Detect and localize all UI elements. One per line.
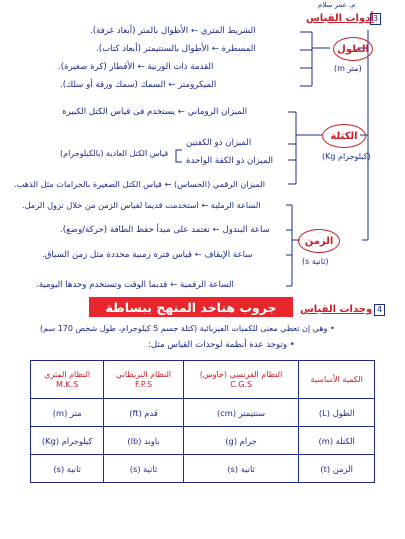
section1-title: أدوات القياس	[306, 13, 374, 24]
table-cell: جرام (g)	[183, 427, 299, 455]
length-item-3: القدمة ذات الورنية ← الأقطار (كرة صغيرة).	[58, 62, 214, 72]
table-row	[31, 455, 375, 483]
time-item-1: الساعة الرملية ← استخدمت قديما لقياس الزمن من خلال نزول الرمل.	[22, 200, 261, 210]
header-fps: النظام البريطاني F.P.S	[104, 361, 183, 399]
time-label: الزمن	[298, 229, 340, 253]
table-cell: متر (m)	[31, 399, 104, 427]
top-note: م. عمر سلام	[318, 1, 356, 9]
section2-title: وحدات القياس	[300, 304, 373, 315]
time-unit: (ثانية s)	[302, 257, 329, 266]
header-mks: النظام المتري M.K.S	[31, 361, 104, 399]
section2-number: 4	[374, 304, 385, 316]
mass-item-4: قياس الكتل العادية (بالكيلوجرام)	[60, 149, 169, 158]
table-cell: ثانية (s)	[31, 455, 104, 483]
length-item-4: الميكرومتر ← السمك (سمك ورقة أو سلك).	[60, 80, 217, 90]
group-banner: جروب هناخد المنهج ببساطة	[89, 297, 293, 317]
table-cell: الزمن (t)	[299, 455, 375, 483]
length-item-1: الشريط المتري ← الأطوال بالمتر (أبعاد غرفة).	[90, 26, 256, 36]
mass-item-1: الميزان الروماني ← يستخدم فى قياس الكتل الكبيرة	[62, 107, 248, 117]
section2-intro-1: • وهي إن تعطي معنى للكميات الفيزيائية (كتلة جسم 5 كيلوجرام، طول شخص 170 سم)	[40, 324, 335, 333]
table-cell: الكتلة (m)	[299, 427, 375, 455]
mass-item-5: الميزان الرقمي (الحساس) ← قياس الكتل الصغيرة بالجرامات مثل الذهب.	[14, 179, 266, 189]
mass-item-2: الميزان ذو الكفتين	[186, 138, 252, 148]
units-table	[30, 360, 375, 483]
time-item-4: الساعة الرقمية ← قديما الوقت وتستخدم وحدها اليومية.	[36, 280, 234, 290]
table-cell: قدم (ft)	[104, 399, 183, 427]
time-item-3: ساعة الإيقاف ← قياس فترة زمنية محددة مثل زمن السباق.	[42, 250, 253, 260]
mass-item-3: الميزان ذو الكفة الواحدة	[186, 156, 274, 166]
time-item-2: ساعة البندول ← تعتمد على مبدأ حفظ الطاقة (حركة/وضع).	[60, 225, 270, 235]
table-cell: كيلوجرام (Kg)	[31, 427, 104, 455]
table-cell: باوند (lb)	[104, 427, 183, 455]
table-row	[31, 427, 375, 455]
table-cell: ثانية (s)	[183, 455, 299, 483]
table-cell: سنتيمتر (cm)	[183, 399, 299, 427]
table-cell: ثانية (s)	[104, 455, 183, 483]
table-row	[31, 399, 375, 427]
units-table-header	[31, 361, 375, 399]
length-unit: (متر m)	[334, 64, 362, 73]
section2-intro-2: • وتوجد عدة أنظمة لوحدات القياس مثل:	[148, 340, 295, 350]
header-cgs: النظام الفرنسي (جاوس) C.G.S	[183, 361, 299, 399]
length-item-2: المسطرة ← الأطوال بالسنتيمتر (أبعاد كتاب).	[96, 44, 256, 54]
mass-label: الكتلة	[322, 124, 366, 148]
section1-number: 3	[370, 13, 381, 25]
mass-unit: (كيلوجرام Kg)	[322, 152, 371, 161]
table-cell: الطول (L)	[299, 399, 375, 427]
header-quantity: الكمية الأساسية	[299, 361, 375, 399]
length-label: الطول	[333, 37, 373, 61]
